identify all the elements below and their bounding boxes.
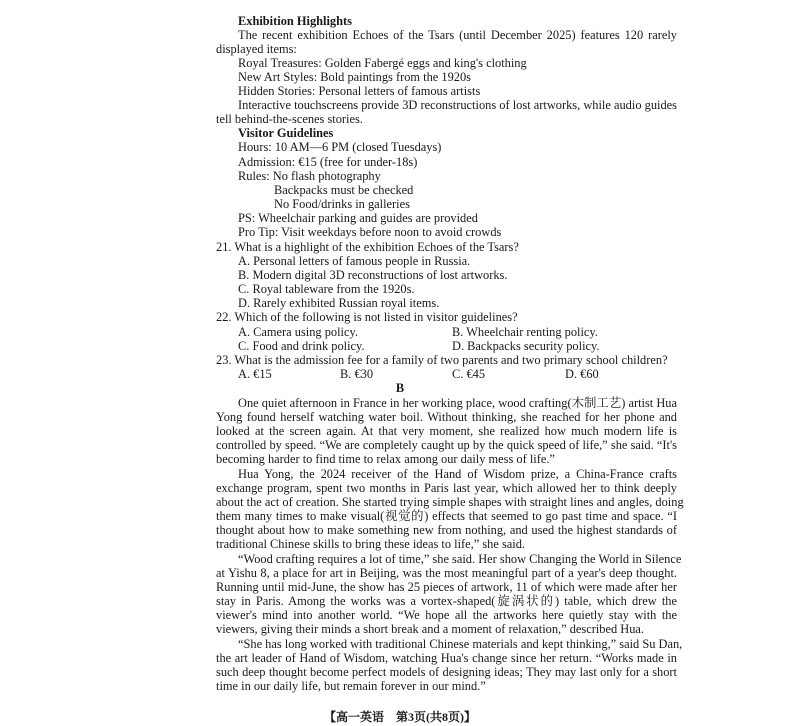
passage-line: time in our daily life, but remain forever in our mind.” (216, 679, 486, 693)
passage-line: Running until mid-June, the show has 25 pieces of artwork, 11 of which were made after her (216, 580, 677, 594)
exhibition-item-royal: Royal Treasures: Golden Fabergé eggs and king's clothing (238, 56, 527, 70)
question-23-option-c: C. €45 (452, 367, 486, 381)
guidelines-rule-food: No Food/drinks in galleries (274, 197, 410, 211)
exhibition-item-stories: Hidden Stories: Personal letters of famous artists (238, 84, 481, 98)
passage-line: viewer's mind into another world. “We hope all the artworks here quietly stay with the (216, 608, 677, 622)
question-21-option-c: C. Royal tableware from the 1920s. (238, 282, 415, 296)
section-b-label: B (395, 381, 405, 395)
passage-line: becoming harder to find time to relax among our daily mess of life.” (216, 452, 555, 466)
question-21-option-d: D. Rarely exhibited Russian royal items. (238, 296, 440, 310)
passage-line: exchange program, spent two months in Paris last year, which allowed her to think deeply (216, 481, 677, 495)
guidelines-admission: Admission: €15 (free for under-18s) (238, 155, 418, 169)
question-23-option-a: A. €15 (238, 367, 272, 381)
guidelines-heading: Visitor Guidelines (238, 126, 334, 140)
passage-line: controlled by speed. “We are completely caught up by the quick speed of life,” she said. “It's (216, 438, 677, 452)
exhibition-intro-line-2: displayed items: (216, 42, 297, 56)
passage-line: “Wood crafting requires a lot of time,” she said. Her show Changing the World in Silence (238, 552, 682, 566)
passage-line: at Yishu 8, a place for art in Beijing, was the most meaningful part of a year's deep thought. (216, 566, 677, 580)
passage-line: Yong found herself watching water boil. Without thinking, she reached for her phone and (216, 410, 677, 424)
question-22-option-b: B. Wheelchair renting policy. (452, 325, 598, 339)
question-22-option-a: A. Camera using policy. (238, 325, 358, 339)
exhibition-heading: Exhibition Highlights (238, 14, 352, 28)
page-footer: 【高一英语 第3页(共8页)】 (324, 710, 476, 724)
guidelines-ps: PS: Wheelchair parking and guides are provided (238, 211, 478, 225)
question-23-option-d: D. €60 (565, 367, 599, 381)
guidelines-rule-flash: Rules: No flash photography (238, 169, 381, 183)
passage-line: traditional Chinese skills to bring these ideas to life,” she said. (216, 537, 526, 551)
passage-line: “She has long worked with traditional Chinese materials and kept thinking,” said Su Dan, (238, 637, 683, 651)
passage-line: them many times to make visual(视觉的) effects that seemed to go past time and space. “I (216, 509, 677, 523)
question-23-option-b: B. €30 (340, 367, 374, 381)
question-21-option-b: B. Modern digital 3D reconstructions of lost artworks. (238, 268, 508, 282)
passage-line: looked at the screen again. At that very moment, she realized how much modern life is (216, 424, 677, 438)
question-22-option-c: C. Food and drink policy. (238, 339, 365, 353)
passage-line: viewers, giving their minds a short break and a moment of relaxation,” described Hua. (216, 622, 645, 636)
passage-line: the art leader of Hand of Wisdom, watching Hua's change since her return. “Works made in (216, 651, 677, 665)
passage-line: stay in Paris. Among the works was a vortex-shaped(旋涡状的) table, which drew the (216, 594, 677, 608)
passage-line: such deep thought become perfect models of designing ideas; They may last only for a short (216, 665, 677, 679)
passage-line: thought about how to make something new from nothing, and used the highest standards of (216, 523, 677, 537)
exhibition-interactive-line-2: tell behind-the-scenes stories. (216, 112, 363, 126)
guidelines-rule-backpacks: Backpacks must be checked (274, 183, 414, 197)
exhibition-intro-line-1: The recent exhibition Echoes of the Tsars (until December 2025) features 120 rarely (238, 28, 677, 42)
passage-line: about the act of creation. She started trying simple shapes with straight lines and angles, doing (216, 495, 684, 509)
exhibition-item-art: New Art Styles: Bold paintings from the 1920s (238, 70, 472, 84)
question-23-stem: 23. What is the admission fee for a family of two parents and two primary school children? (216, 353, 668, 367)
exhibition-interactive-line-1: Interactive touchscreens provide 3D reconstructions of lost artworks, while audio guides (238, 98, 677, 112)
question-21-stem: 21. What is a highlight of the exhibition Echoes of the Tsars? (216, 240, 519, 254)
question-22-stem: 22. Which of the following is not listed in visitor guidelines? (216, 310, 518, 324)
question-21-option-a: A. Personal letters of famous people in Russia. (238, 254, 471, 268)
passage-line: One quiet afternoon in France in her working place, wood crafting(木制工艺) artist Hua (238, 396, 677, 410)
guidelines-hours: Hours: 10 AM—6 PM (closed Tuesdays) (238, 140, 442, 154)
guidelines-pro-tip: Pro Tip: Visit weekdays before noon to avoid crowds (238, 225, 502, 239)
question-22-option-d: D. Backpacks security policy. (452, 339, 600, 353)
passage-line: Hua Yong, the 2024 receiver of the Hand of Wisdom prize, a China-France crafts (238, 467, 677, 481)
